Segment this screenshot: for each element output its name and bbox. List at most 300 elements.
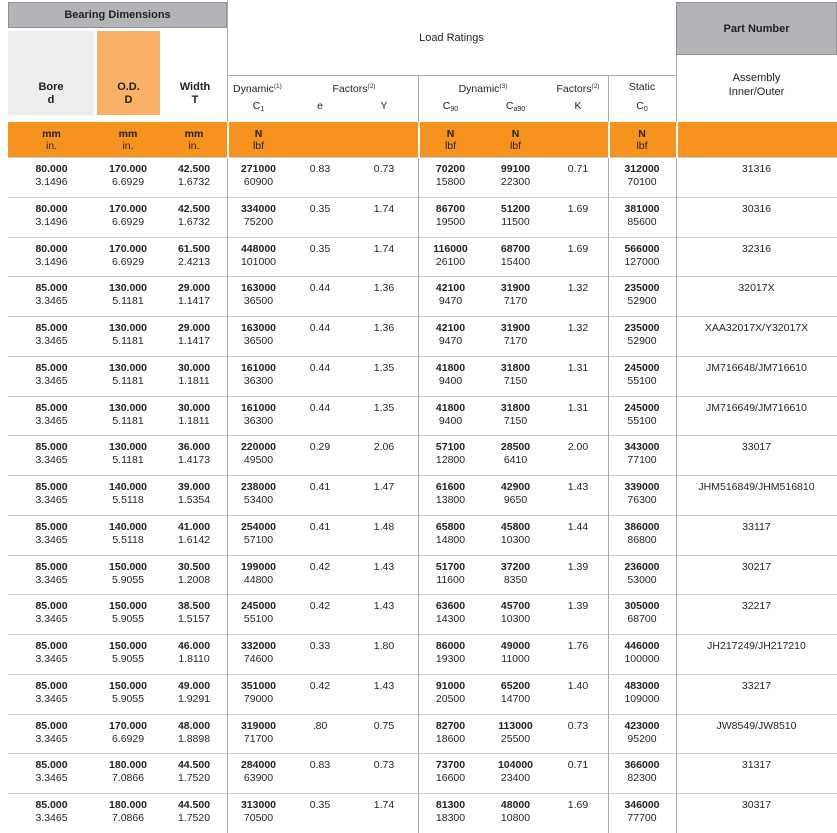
c90-lbf-value: 19500 [435,215,466,228]
cell-k [548,720,608,754]
bore-mm-value: 85.000 [35,679,68,692]
load-ratings-label: Load Ratings [419,31,484,44]
cell-width [161,203,227,237]
cell-k [548,640,608,674]
part-number-value: 32316 [741,242,772,255]
cell-c90 [418,600,483,634]
c90-lbf-value: 9400 [438,374,463,387]
cell-k [548,362,608,396]
od-mm-value: 130.000 [109,361,147,374]
bearing-dimensions-header [8,2,227,28]
cell-k [548,759,608,793]
cell-c0 [608,441,676,475]
cell-ca90 [483,243,548,277]
e-value: 0.42 [309,560,331,573]
y-value: 1.35 [373,361,395,374]
cell-width [161,759,227,793]
c1-units: N lbf [252,127,265,152]
c0-lbf-value: 52900 [627,295,657,308]
od-in-value: 7.0866 [111,812,145,825]
cell-y [350,282,418,316]
cell-ca90 [483,640,548,674]
od-mm-value: 170.000 [109,242,147,255]
c90-n-value: 42100 [435,322,466,335]
cell-od [95,322,161,356]
y-value: 0.73 [373,163,395,175]
c0-lbf-value: 55100 [627,414,657,427]
dynamic1-heading: Dynamic$^{(1)}$ [233,83,282,95]
cell-e [290,481,350,515]
part-number-value: 32217 [741,600,772,613]
ca90-lbf-value: 7170 [503,295,528,308]
c1-n-value: 245000 [240,600,277,613]
ca90-lbf-value: 9650 [503,494,528,507]
od-in-value: 6.6929 [111,176,145,188]
c0-n-value: 446000 [624,640,660,653]
width-in-value: 1.6142 [177,533,211,546]
c90-lbf-value: 11600 [436,573,465,586]
cell-ca90 [483,561,548,595]
ca90-units: N lbf [509,127,522,152]
cell-part-number [676,561,837,595]
y-value: 0.73 [373,759,395,772]
cell-k [548,203,608,237]
od-units: mm in. [118,127,138,152]
k-value: 1.31 [567,361,589,374]
c1-n-value: 334000 [240,202,277,215]
c0-n-value: 235000 [624,322,660,335]
cell-y [350,799,418,833]
cell-c1 [227,799,290,833]
c90-n-value: 57100 [435,441,466,454]
static-heading: Static [628,81,656,93]
ca90-n-value: 37200 [500,560,531,573]
width-mm-value: 38.500 [177,600,211,613]
ca90-heading: $C_{a90}$ [505,100,526,113]
ca90-lbf-value: 15400 [500,255,531,268]
cell-c90 [418,441,483,475]
part-number-value: 32017X [738,282,775,295]
part-number-value: 33217 [741,679,772,692]
c0-n-value: 381000 [624,202,660,215]
c1-heading: $C_1$ [252,100,265,113]
table-body [8,158,837,833]
od-mm-value: 130.000 [109,322,147,335]
c0-lbf-value: 127000 [624,255,660,268]
units-gap-4 [676,122,678,158]
data-divider-3 [608,158,609,833]
e-value: 0.44 [309,322,331,335]
cell-c90 [418,759,483,793]
table-row [8,317,837,357]
y-value: 1.43 [373,679,395,692]
e-value: 0.29 [309,441,331,454]
cell-width [161,799,227,833]
data-divider-2 [418,158,419,833]
ca90-lbf-value: 10300 [500,533,531,546]
od-in-value: 5.1181 [112,454,144,467]
cell-od [95,243,161,277]
c0-n-value: 386000 [624,520,660,533]
y-value: 1.36 [373,282,395,295]
cell-part-number [676,799,837,833]
cell-od [95,720,161,754]
cell-ca90 [483,521,548,555]
od-mm-value: 170.000 [109,202,147,215]
width-mm-value: 61.500 [177,242,211,255]
cell-e [290,561,350,595]
cell-part-number [676,243,837,277]
c0-n-value: 423000 [624,719,660,732]
e-heading: e [317,100,323,112]
table-row [8,794,837,833]
c90-lbf-value: 20500 [435,692,466,705]
cell-c0 [608,720,676,754]
c90-lbf-value: 18600 [435,732,466,745]
ca90-n-value: 31900 [500,322,531,335]
c90-heading: $C_{90}$ [442,100,459,113]
c0-lbf-value: 95200 [627,732,657,745]
table-row [8,476,837,516]
od-in-value: 5.9055 [111,573,145,586]
ca90-lbf-value: 25500 [500,732,531,745]
width-mm-value: 29.000 [177,282,211,295]
c90-n-value: 65800 [435,520,466,533]
cell-bore [8,799,95,833]
cell-c1 [227,759,290,793]
cell-od [95,402,161,436]
y-value: 1.43 [373,560,395,573]
od-in-value: 5.1181 [112,414,144,427]
c90-lbf-value: 16600 [435,772,466,785]
e-value: 0.35 [309,242,331,255]
od-in-value: 5.9055 [111,613,145,626]
cell-y [350,561,418,595]
ca90-lbf-value: 7170 [503,335,528,348]
cell-bore [8,680,95,714]
cell-k [548,282,608,316]
c1-lbf-value: 36300 [243,414,274,427]
cell-ca90 [483,799,548,833]
cell-od [95,561,161,595]
od-in-value: 6.6929 [111,215,145,228]
cell-ca90 [483,282,548,316]
cell-bore [8,322,95,356]
c90-n-value: 86700 [435,202,466,215]
dynamic-group-divider [418,75,419,122]
load-ratings-left-border [227,0,228,122]
cell-bore [8,640,95,674]
cell-width [161,243,227,277]
factors1-heading: Factors$^{(2)}$ [332,83,376,95]
bore-in-value: 3.1496 [35,176,68,188]
bore-units: mm in. [42,127,61,152]
cell-e [290,799,350,833]
cell-k [548,163,608,197]
cell-c0 [608,640,676,674]
cell-c90 [418,402,483,436]
part-number-value: 31316 [741,163,772,175]
bore-in-value: 3.3465 [35,335,68,348]
c90-n-value: 81300 [435,799,466,812]
cell-part-number [676,481,837,515]
cell-c0 [608,362,676,396]
cell-part-number [676,441,837,475]
width-mm-value: 49.000 [177,679,211,692]
cell-c1 [227,322,290,356]
cell-part-number [676,600,837,634]
ca90-n-value: 31800 [500,361,531,374]
width-in-value: 1.4173 [177,454,211,467]
cell-bore [8,600,95,634]
cell-ca90 [483,441,548,475]
e-value: 0.44 [309,361,331,374]
cell-c90 [418,720,483,754]
bore-mm-value: 85.000 [35,640,68,653]
cell-width [161,322,227,356]
e-value: 0.42 [309,679,331,692]
width-label: Width [179,81,211,93]
ca90-n-value: 49000 [500,640,531,653]
ca90-lbf-value: 8350 [503,573,528,586]
cell-c90 [418,282,483,316]
bore-column-header [8,31,94,115]
cell-od [95,521,161,555]
cell-c1 [227,163,290,197]
cell-ca90 [483,322,548,356]
cell-k [548,561,608,595]
cell-part-number [676,640,837,674]
part-number-left-border [676,55,677,122]
cell-c90 [418,680,483,714]
bore-mm-value: 85.000 [35,560,68,573]
ca90-n-value: 45800 [500,520,531,533]
cell-e [290,203,350,237]
e-value: 0.35 [309,799,331,812]
e-units-blank [290,122,350,157]
e-value: 0.83 [309,163,331,175]
ca90-n-value: 113000 [498,719,533,732]
cell-e [290,600,350,634]
width-in-value: 1.7520 [177,812,211,825]
units-row [8,122,837,158]
c1-lbf-value: 36300 [243,374,274,387]
cell-ca90 [483,163,548,197]
static-group-divider [608,75,609,122]
width-in-value: 1.5354 [177,494,211,507]
ca90-lbf-value: 22300 [500,176,531,188]
e-value: 0.42 [309,600,331,613]
load-ratings-header [227,0,676,75]
c90-n-value: 70200 [435,163,466,175]
bore-mm-value: 85.000 [35,600,68,613]
bore-mm-value: 85.000 [35,799,68,812]
k-value: 1.31 [567,401,589,414]
od-in-value: 5.9055 [111,692,145,705]
y-value: 2.06 [373,441,395,454]
c90-n-value: 41800 [435,401,466,414]
cell-c0 [608,163,676,197]
cell-ca90 [483,720,548,754]
e-value: 0.33 [309,640,331,653]
part-number-value: JM716649/JM716610 [706,401,807,414]
cell-e [290,282,350,316]
c90-lbf-value: 9470 [438,295,463,308]
k-value: 1.44 [567,520,589,533]
cell-y [350,680,418,714]
k-value: 1.69 [567,242,589,255]
cell-c0 [608,799,676,833]
cell-e [290,243,350,277]
cell-bore [8,759,95,793]
bore-mm-value: 85.000 [35,759,68,772]
c90-n-value: 61600 [435,481,466,494]
dynamic3-footnote: (3) [499,83,508,90]
ca90-lbf-value: 11000 [501,653,530,666]
c1-n-value: 254000 [240,520,277,533]
cell-y [350,481,418,515]
od-symbol: D [124,94,133,106]
cell-bore [8,203,95,237]
ca90-lbf-value: 14700 [500,692,531,705]
k-value: 1.76 [567,640,589,653]
width-mm-value: 30.000 [177,401,211,414]
cell-part-number [676,521,837,555]
width-column-header [163,31,227,115]
cell-c1 [227,203,290,237]
cell-c90 [418,521,483,555]
cell-e [290,322,350,356]
width-in-value: 2.4213 [177,255,211,268]
c0-lbf-value: 82300 [627,772,657,785]
cell-c1 [227,640,290,674]
e-value: 0.44 [309,401,331,414]
k-value: 0.73 [567,719,589,732]
part-number-value: JW8549/JW8510 [716,719,797,732]
cell-y [350,441,418,475]
bore-mm-value: 85.000 [35,282,68,295]
ca90-n-value: 68700 [500,242,531,255]
bore-in-value: 3.3465 [35,613,68,626]
table-row [8,397,837,437]
bore-in-value: 3.1496 [35,255,68,268]
od-in-value: 5.9055 [111,653,145,666]
width-mm-value: 44.500 [177,759,211,772]
c90-n-value: 51700 [435,560,466,573]
table-row [8,754,837,794]
od-mm-value: 150.000 [109,640,147,653]
assembly-line2: Inner/Outer [728,86,785,98]
factors2-heading: Factors$^{(2)}$ [556,83,600,95]
c0-heading: $C_0$ [636,100,648,113]
cell-c0 [608,600,676,634]
cell-c0 [608,243,676,277]
c1-lbf-value: 75200 [243,215,274,228]
cell-c90 [418,640,483,674]
c90-units: N lbf [444,127,457,152]
cell-od [95,203,161,237]
c0-n-value: 312000 [624,163,660,175]
bore-in-value: 3.1496 [35,215,68,228]
k-value: 1.32 [567,282,589,295]
bore-in-value: 3.3465 [35,573,68,586]
bore-in-value: 3.3465 [35,692,68,705]
cell-od [95,481,161,515]
cell-y [350,203,418,237]
cell-od [95,441,161,475]
width-mm-value: 39.000 [177,481,211,494]
cell-k [548,481,608,515]
cell-ca90 [483,600,548,634]
width-in-value: 1.6732 [177,215,211,228]
c1-lbf-value: 70500 [243,812,274,825]
cell-e [290,163,350,197]
cell-od [95,600,161,634]
k-value: 1.43 [567,481,589,494]
ca90-lbf-value: 10800 [500,812,531,825]
cell-part-number [676,759,837,793]
y-value: 1.36 [373,322,395,335]
cell-c0 [608,402,676,436]
od-mm-value: 130.000 [109,441,147,454]
c0-n-value: 346000 [624,799,660,812]
c0-lbf-value: 68700 [627,613,657,626]
table-row [8,198,837,238]
cell-c1 [227,282,290,316]
cell-width [161,680,227,714]
k-heading: K [574,100,582,112]
od-in-value: 6.6929 [111,732,145,745]
c0-n-value: 343000 [624,441,660,454]
k-value: 1.32 [567,322,589,335]
part-number-value: 30317 [741,799,772,812]
c0-n-value: 236000 [624,560,660,573]
width-mm-value: 46.000 [177,640,211,653]
cell-y [350,521,418,555]
units-gap-1 [227,122,229,158]
part-number-value: JHM516849/JHM516810 [698,481,815,494]
width-in-value: 1.8110 [178,653,210,666]
cell-od [95,282,161,316]
part-number-header [676,2,837,55]
table-row [8,595,837,635]
cell-k [548,402,608,436]
width-in-value: 1.1811 [178,414,210,427]
c1-n-value: 161000 [240,361,277,374]
cell-ca90 [483,759,548,793]
ca90-n-value: 65200 [500,679,531,692]
bearing-dimensions-label: Bearing Dimensions [64,9,171,21]
cell-part-number [676,720,837,754]
bore-symbol: d [47,94,55,106]
bore-mm-value: 85.000 [35,361,68,374]
c90-n-value: 116000 [433,242,468,255]
c1-n-value: 313000 [240,799,277,812]
width-in-value: 1.1417 [177,335,211,348]
c90-n-value: 86000 [435,640,466,653]
table-row [8,556,837,596]
cell-c0 [608,521,676,555]
c0-lbf-value: 85600 [627,215,657,228]
y-value: 1.48 [373,520,395,533]
y-value: 1.74 [373,202,395,215]
c0-n-value: 245000 [624,401,660,414]
part-number-value: 33117 [742,520,771,533]
y-value: 1.74 [373,799,395,812]
bore-in-value: 3.3465 [35,374,68,387]
ca90-lbf-value: 23400 [500,772,531,785]
width-mm-value: 44.500 [177,799,211,812]
